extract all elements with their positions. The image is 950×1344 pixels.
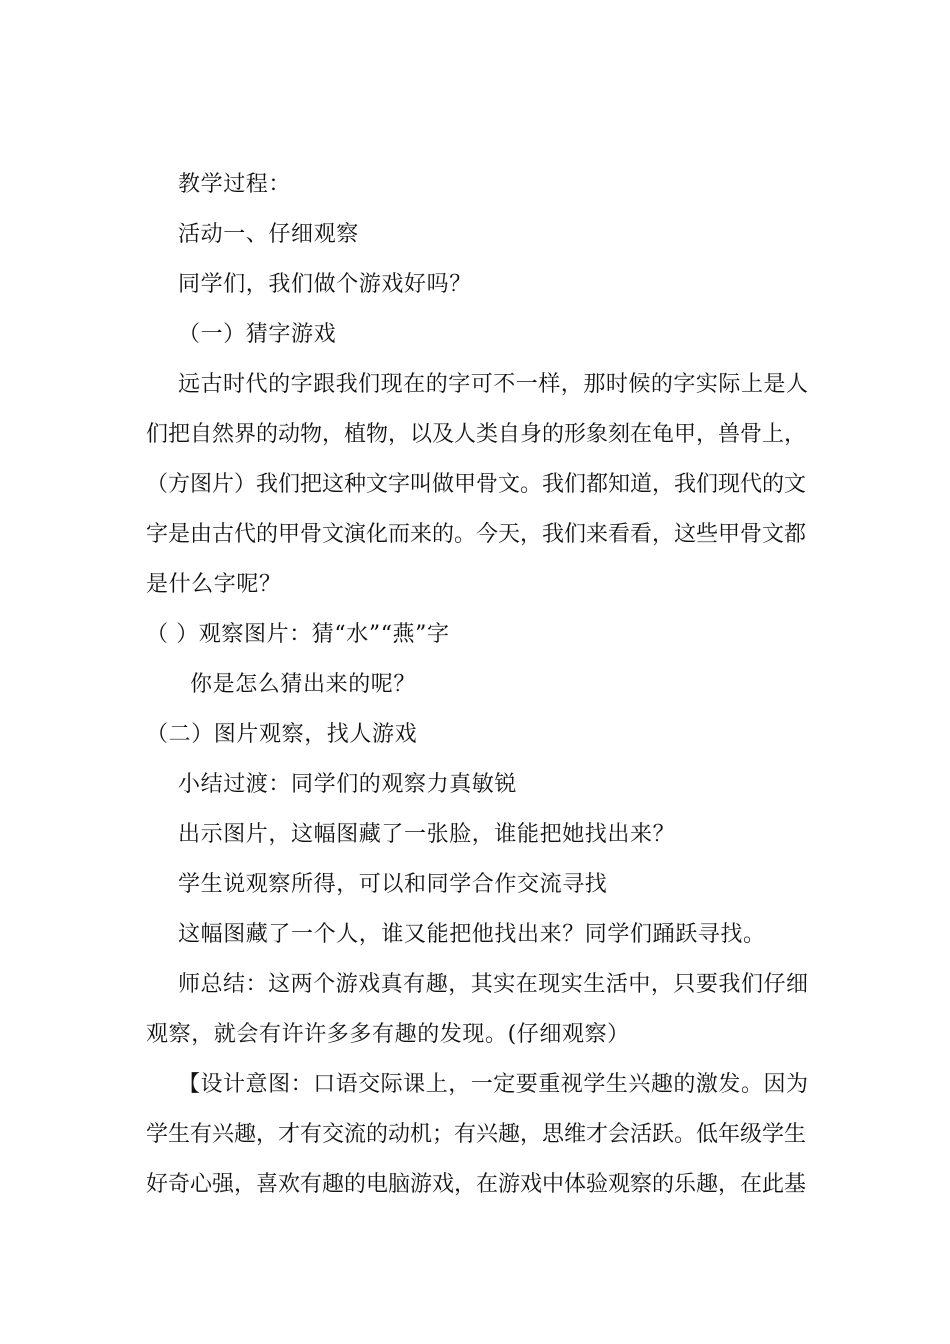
- paragraph-line: 是什么字呢？: [146, 572, 282, 597]
- design-intent-line: 【设计意图：口语交际课上，一定要重视学生兴趣的激发。因为: [178, 1072, 808, 1097]
- paragraph-line: 们把自然界的动物，植物，以及人类自身的形象刻在龟甲，兽骨上，: [146, 422, 807, 447]
- paragraph-line: （方图片）我们把这种文字叫做甲骨文。我们都知道，我们现代的文: [146, 472, 807, 497]
- paragraph-line: 小结过渡：同学们的观察力真敏锐: [178, 772, 518, 797]
- paragraph-line: 同学们，我们做个游戏好吗？: [178, 272, 472, 297]
- paragraph-line: 这幅图藏了一个人，谁又能把他找出来？同学们踊跃寻找。: [178, 922, 766, 947]
- paragraph-line: 远古时代的字跟我们现在的字可不一样，那时候的字实际上是人: [178, 372, 808, 397]
- paragraph-line: 学生说观察所得，可以和同学合作交流寻找: [178, 872, 608, 897]
- design-intent-line: 学生有兴趣，才有交流的动机；有兴趣，思维才会活跃。低年级学生: [146, 1122, 807, 1147]
- design-intent-line: 好奇心强，喜欢有趣的电脑游戏，在游戏中体验观察的乐趣，在此基: [146, 1172, 807, 1197]
- observe-picture-line: （ ）观察图片：猜“水”“燕”字: [146, 622, 450, 647]
- section-heading-teaching-process: 教学过程：: [178, 172, 292, 197]
- subsection-heading-guess-game: （一）猜字游戏: [178, 322, 337, 347]
- paragraph-line: 观察，就会有许许多多有趣的发现。(仔细观察）: [146, 1022, 630, 1047]
- paragraph-line: 字是由古代的甲骨文演化而来的。今天，我们来看看，这些甲骨文都: [146, 522, 807, 547]
- paragraph-line: 出示图片，这幅图藏了一张脸，谁能把她找出来？: [178, 822, 676, 847]
- question-line: 你是怎么猜出来的呢？: [190, 672, 417, 697]
- paragraph-line: 师总结：这两个游戏真有趣，其实在现实生活中，只要我们仔细: [178, 972, 808, 997]
- activity-heading: 活动一、仔细观察: [178, 222, 359, 247]
- subsection-heading-find-person: （二）图片观察，找人游戏: [146, 722, 418, 747]
